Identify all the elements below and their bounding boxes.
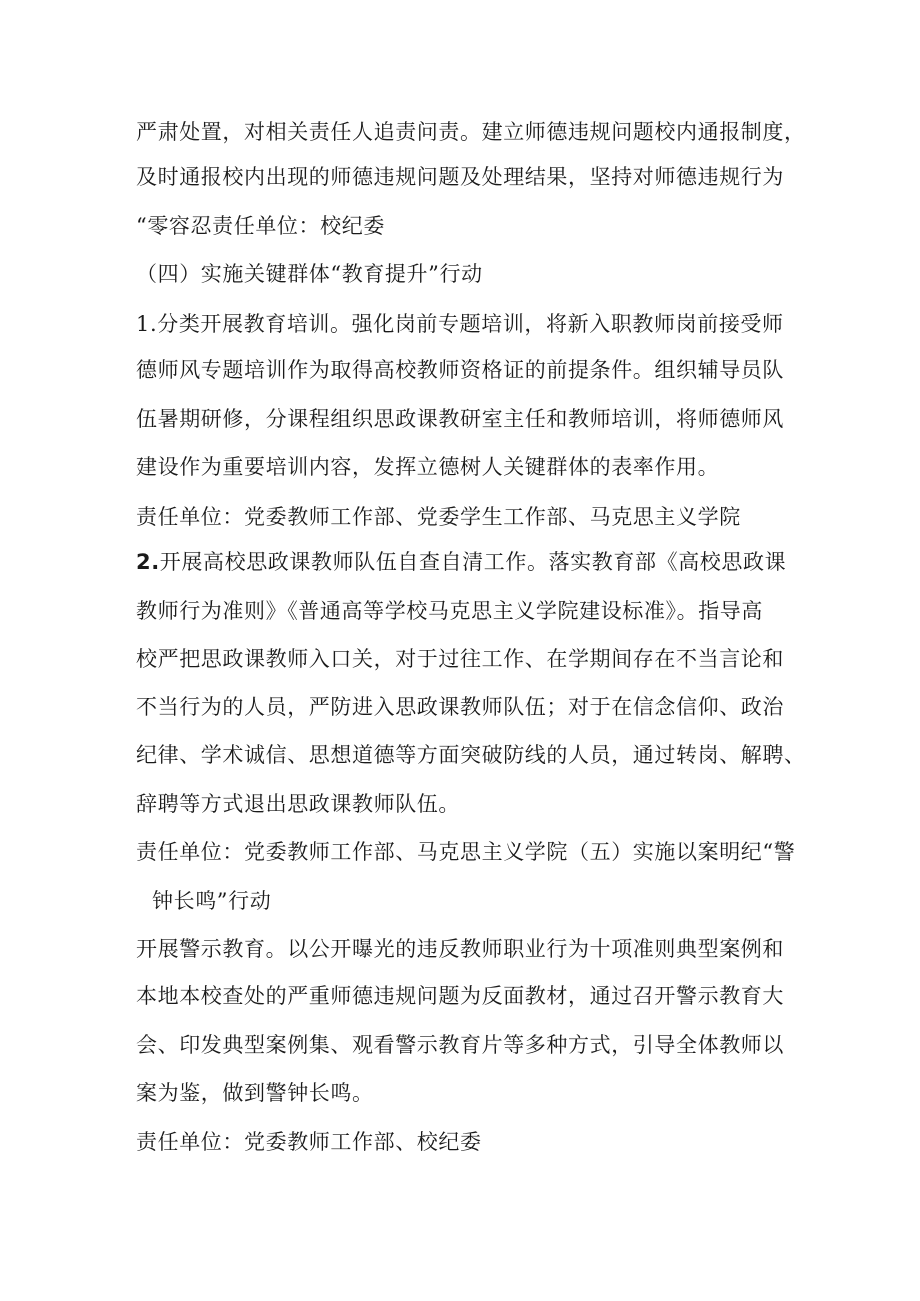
responsible-unit-line: 责任单位：党委教师工作部、校纪委 (136, 1130, 482, 1154)
section-heading-continuation: 钟长鸣”行动 (152, 889, 272, 913)
section-heading: （四）实施关键群体“教育提升”行动 (136, 262, 483, 286)
paragraph-line: 德师风专题培训作为取得高校教师资格证的前提条件。组织辅导员队 (136, 358, 784, 382)
responsible-unit-line: 责任单位：党委教师工作部、党委学生工作部、马克思主义学院 (136, 505, 741, 529)
paragraph-line: 建设作为重要培训内容，发挥立德树人关键群体的表率作用。 (136, 455, 720, 479)
paragraph-line (136, 547, 806, 577)
paragraph-line: 纪律、学术诚信、思想道德等方面突破防线的人员，通过转岗、解聘、 (136, 743, 806, 767)
paragraph-line: 案为鉴，做到警钟长鸣。 (136, 1081, 374, 1105)
paragraph-line: 教师行为准则》《普通高等学校马克思主义学院建设标准》。指导高 (136, 599, 763, 623)
paragraph-line: “零容忍责任单位：校纪委 (136, 214, 385, 238)
paragraph-line: 及时通报校内出现的师德违规问题及处理结果，坚持对师德违规行为 (136, 165, 784, 189)
paragraph-line: 1.分类开展教育培训。强化岗前专题培训，将新入职教师岗前接受师 (136, 312, 784, 336)
paragraph-line: 开展警示教育。以公开曝光的违反教师职业行为十项准则典型案例和 (136, 937, 784, 961)
paragraph-line: 本地本校查处的严重师德违规问题为反面教材，通过召开警示教育大 (136, 984, 784, 1008)
paragraph-line: 伍暑期研修，分课程组织思政课教研室主任和教师培训，将师德师风 (136, 407, 784, 431)
paragraph-line: 严肃处置，对相关责任人追责问责。建立师德违规问题校内通报制度， (136, 120, 806, 144)
paragraph-text: 开展高校思政课教师队伍自查自清工作。落实教育部《高校思政课 (159, 550, 787, 574)
responsible-unit-line: 责任单位：党委教师工作部、马克思主义学院（五）实施以案明纪“警 (136, 840, 796, 864)
paragraph-line: 校严把思政课教师入口关，对于过往工作、在学期间存在不当言论和 (136, 647, 784, 671)
item-number: 2. (136, 550, 160, 574)
paragraph-line: 辞聘等方式退出思政课教师队伍。 (136, 792, 460, 816)
paragraph-line: 不当行为的人员，严防进入思政课教师队伍；对于在信念信仰、政治 (136, 695, 784, 719)
paragraph-line: 会、印发典型案例集、观看警示教育片等多种方式，引导全体教师以 (136, 1033, 784, 1057)
